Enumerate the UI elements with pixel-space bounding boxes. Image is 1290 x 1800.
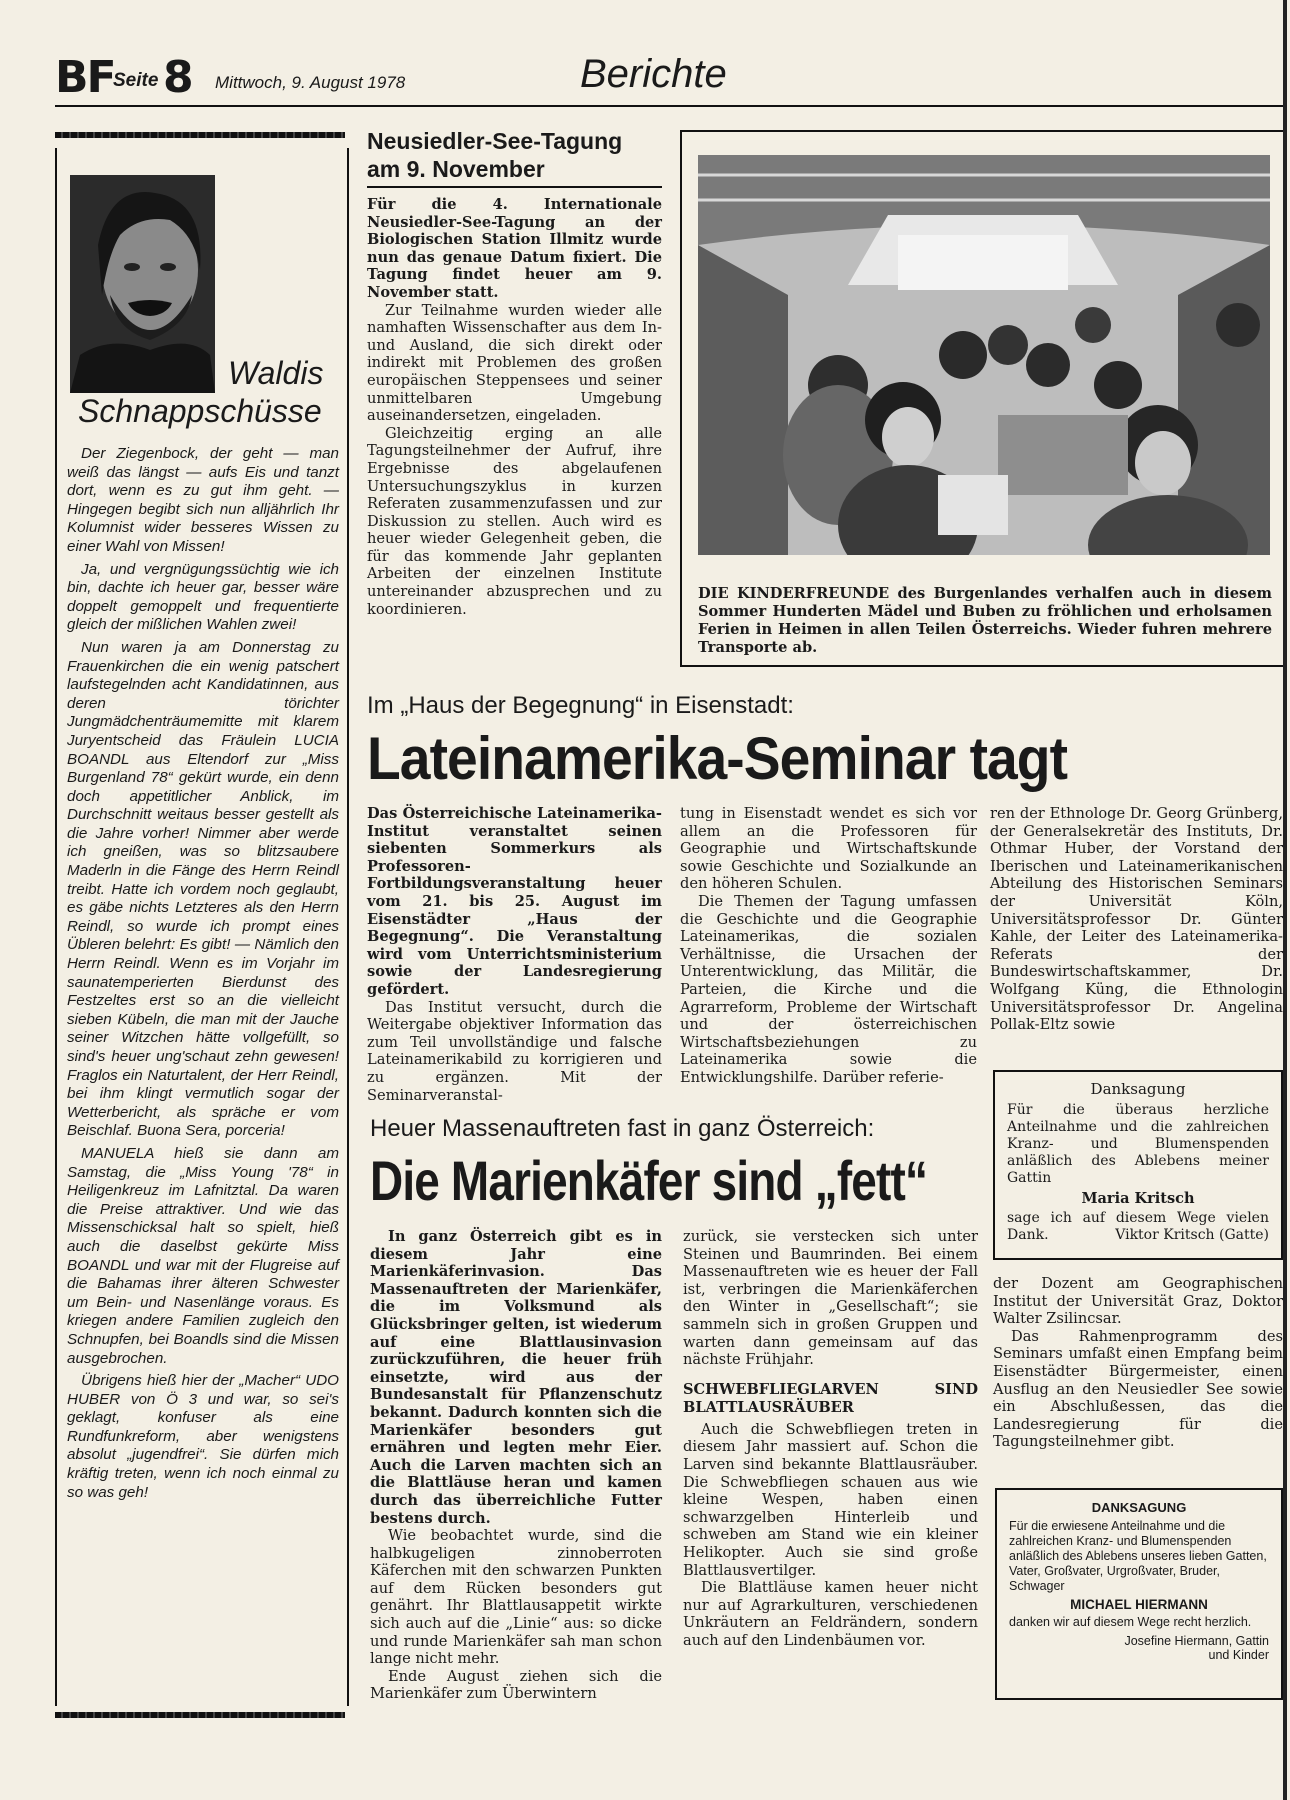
photo-caption: DIE KINDERFREUNDE des Burgenlandes verhalfen auch in diesem Sommer Hunderten Mädel und Buben zu fröhlichen und erholsamen Ferien in Heimen in allen Teilen Österreichs. Wieder fuhren mehrere Transporte ab. — [698, 585, 1272, 656]
seminar-col3 — [990, 805, 1283, 1034]
neusiedl-lead: Für die 4. Internationale Neusiedler-See-Tagung an der Biologischen Station Illmitz wurde nun das genaue Datum fixiert. Die Tagung findet heuer am 9. November statt. — [367, 196, 662, 301]
neusiedl-headline-rule — [367, 186, 662, 188]
column-paragraph: Der Ziegenbock, der geht — man weiß das längst — aufs Eis und tanzt dort, wenn es zu gut ihm geht. — Hingegen begibt sich nun alljährlich Ihr Kolumnist wider besseres Wissen zu einer Wahl von Missen! — [67, 445, 339, 555]
neusiedl-headline-line1: Neusiedler-See-Tagung — [367, 128, 623, 154]
seminar-paragraph: tung in Eisenstadt wendet es sich vor allem an die Professoren für Geographie und Wirtschaftskunde sowie Geschichte und Sozialkunde an den höheren Schulen. — [680, 805, 977, 893]
columnist-portrait — [70, 175, 215, 393]
column-paragraph: Übrigens hieß hier der „Macher“ UDO HUBER von Ö 3 und war, so sei's geklagt, konfuser als eine Rundfunkreform, aber wenigstens absolut „jugendfrei“. Sie dürfen mich kräftig treten, wenn ich noch einmal zu so was geh! — [67, 1372, 339, 1501]
marienkaefer-paragraph: zurück, sie verstecken sich unter Steinen und Baumrinden. Bei einem Massenauftreten wie es heuer der Fall ist, verbringen die Marienkäferchen den Winter in „Gesellschaft“; sie sammeln sich in großen Gruppen und warten dann gemeinsam auf das nächste Frühjahr. — [683, 1228, 978, 1369]
bus-photo-image — [698, 155, 1270, 555]
columnist-portrait-image — [70, 175, 215, 393]
column-paragraph: MANUELA hieß sie dann am Samstag, die „Miss Young '78“ in Heiligenkreuz im Lafnitztal. Da waren die Preise attraktiver. Und wie das Missenschicksal halt so spielt, hieß auch die daselbst gekürte Miss BOANDL und war mit der Flugreise auf die Bahamas ihrer älteren Schwester um Bein- und Nasenlänge voraus. Es kriegen andere Familien zugleich den Schnupfen, bei Boandls sind die Missen ausgebrochen. — [67, 1144, 339, 1367]
danksagung-hiermann-title: DANKSAGUNG — [1091, 1500, 1187, 1515]
danksagung-kritsch-text: Für die überaus herzliche Anteilnahme und die zahlreichen Kranz- und Blumenspenden anläßlich des Ablebens meiner Gattin — [1007, 1102, 1269, 1186]
neusiedl-paragraph: Gleichzeitig erging an alle Tagungsteilnehmer der Aufruf, ihre Ergebnisse des abgelaufenen Untersuchungszyklus in kurzen Referaten zusammenzufassen und zur Diskussion zu stellen. Auch wird es heuer wieder Gelegenheit geben, die für das kommende Jahr geplanten Arbeiten der einzelnen Institute untereinander abzusprechen und zu koordinieren. — [367, 424, 662, 618]
marienkaefer-kicker: Heuer Massenauftreten fast in ganz Österreich: — [370, 1115, 875, 1142]
seminar-lead: Das Österreichische Lateinamerika-Institut veranstaltet seinen siebenten Sommerkurs als Professoren-Fortbildungsveranstaltung heuer vom 21. bis 25. August im Eisenstädter „Haus der Begegnung“. Die Veranstaltung wird vom Unterrichtsministerium sowie der Landesregierung gefördert. — [367, 805, 662, 998]
masthead-page-number: 8 — [163, 52, 194, 103]
seminar-col3-continued — [993, 1275, 1283, 1451]
masthead-section: Berichte — [580, 52, 727, 96]
marienkaefer-col2 — [683, 1228, 978, 1649]
seminar-paragraph: der Dozent am Geographischen Institut der Universität Graz, Doktor Walter Zsilincsar. — [993, 1275, 1283, 1328]
danksagung-hiermann-signature-2: und Kinder — [1208, 1648, 1269, 1662]
marienkaefer-headline: Die Marienkäfer sind „fett“ — [370, 1149, 928, 1212]
neusiedl-paragraph: Zur Teilnahme wurden wieder alle namhaften Wissenschafter aus dem In- und Ausland, die sich direkt oder indirekt mit Problemen des großen europäischen Steppensees und seiner unmittelbaren Umgebung auseinandersetzen, eingeladen. — [367, 301, 662, 425]
seminar-col1 — [367, 805, 662, 1104]
column-text — [67, 445, 339, 1502]
seminar-paragraph: Die Themen der Tagung umfassen die Geschichte und die Geographie Lateinamerikas, die sozialen Verhältnisse, die Ursachen der Unterentwicklung, das Militär, die Parteien, die Kirche und die Agrarreform, Probleme der Wirtschaft und der österreichischen Wirtschaftsbeziehungen zu Lateinamerika sowie die Entwicklungshilfe. Darüber referie- — [680, 892, 977, 1086]
danksagung-kritsch-title: Danksagung — [1090, 1080, 1186, 1098]
masthead-seite-label: Seite — [113, 70, 159, 91]
column-paragraph: Nun waren ja am Donnerstag zu Frauenkirchen die ein wenig patschert laufstegelnden acht Kandidatinnen, aus deren törichter Jungmädchenträumemitte mit klarem Juryentscheid das Fräulein LUCIA BOANDL aus Eltendorf zur „Miss Burgenland 78“ gekürt wurde, ein denn doch appetitlicher Anblick, im Durchschnitt weitaus besser gestellt als die Jahre vorher! Nimmer aber werde ich gneißen, was so blitzsaubere Maderln in die Fänge des Herrn Reindl treibt. Hatte ich vordem noch geglaubt, es gäbe nichts Letzteres als den Herrn Reindl, so wurde ich prompt eines Übleren belehrt: Es gibt! — Nämlich den Herrn Reindl. Wenn es im Vorjahr im saunatemperierten Bierdunst des Festzeltes erst so an die vielleicht sieben Kübeln, die man mit der Jauche seiner Witzchen hätte vollgefüllt, so sind's heuer ung'schaut zehn gewesen! Fraglos ein Naturtalent, der Herr Reindl, bei ihm klingt vermutlich sogar der Wetterbericht, als spräche er vom Beischlaf. Buona Sera, porceria! — [67, 638, 339, 1140]
neusiedl-headline-line2: am 9. November — [367, 156, 545, 182]
danksagung-kritsch-signature: Viktor Kritsch (Gatte) — [1115, 1227, 1269, 1243]
marienkaefer-paragraph: Die Blattläuse kamen heuer nicht nur auf Agrarkulturen, verschiedenen Unkräutern an Feldrändern, sondern auch auf den Lindenbäumen vor. — [683, 1579, 978, 1649]
column-title-line2: Schnappschüsse — [78, 393, 322, 429]
danksagung-kritsch — [993, 1070, 1283, 1260]
seminar-paragraph: ren der Ethnologe Dr. Georg Grünberg, der Generalsekretär des Instituts, Dr. Othmar Huber, der Vorstand der Iberischen und Lateinamerikanischen Abteilung des Historischen Seminars der Universität Köln, Universitätsprofessor Dr. Günter Kahle, der Leiter des Lateinamerika-Referats der Bundeswirtschaftskammer, Dr. Wolfgang Küng, die Ethnologin Universitätsprofessor Dr. Angelina Pollak-Eltz sowie — [990, 805, 1283, 1034]
column-title-line1: Waldis — [228, 355, 324, 391]
marienkaefer-paragraph: Auch die Schwebfliegen treten in diesem Jahr massiert auf. Schon die Larven sind bekannte Blattlausräuber. Die Schwebfliegen schauen aus wie kleine Wespen, haben einen schwarzgelben Hinterleib und schweben am Stand wie ein kleiner Helikopter. Auch sie sind große Blattlausvertilger. — [683, 1420, 978, 1579]
seminar-paragraph: Das Rahmenprogramm des Seminars umfaßt einen Empfang beim Eisenstädter Bürgermeister, einen Ausflug an den Neusiedler See sowie ein Abschlußessen, das die Landesregierung für die Tagungsteilnehmer gibt. — [993, 1327, 1283, 1451]
seminar-col2 — [680, 805, 977, 1087]
danksagung-hiermann-name: MICHAEL HIERMANN — [1070, 1597, 1208, 1612]
seminar-headline: Lateinamerika-Seminar tagt — [367, 725, 1068, 792]
marienkaefer-subhead: SCHWEBFLIEGLARVEN SIND BLATTLAUSRÄUBER — [683, 1380, 978, 1416]
masthead-rule — [55, 105, 1283, 107]
masthead-logo: BF — [55, 52, 115, 103]
danksagung-hiermann-signature-1: Josefine Hiermann, Gattin — [1124, 1634, 1269, 1648]
danksagung-kritsch-name: Maria Kritsch — [1081, 1190, 1195, 1207]
marienkaefer-paragraph: Ende August ziehen sich die Marienkäfer zum Überwintern — [370, 1667, 662, 1703]
danksagung-hiermann-text: Für die erwiesene Anteilnahme und die zahlreichen Kranz- und Blumenspenden anläßlich des Ablebens unseres lieben Gatten, Vater, Großvater, Urgroßvater, Bruder, Schwager — [1009, 1519, 1267, 1593]
marienkaefer-lead: In ganz Österreich gibt es in diesem Jahr eine Marienkäferinvasion. Das Massenauftreten der Marienkäfer, die im Volksmund als Glücksbringer gelten, ist wiederum auf eine Blattlausinvasion zurückzuführen, die heuer früh einsetzte, wird aus der Bundesanstalt für Pflanzenschutz bekannt. Dadurch konnten sich die Marienkäfer besonders gut ernähren und legten mehr Eier. Auch die Larven machten sich an die Blattläuse heran und kamen durch das überreichliche Futter bestens durch. — [370, 1228, 662, 1527]
right-edge-rule — [1283, 0, 1287, 1800]
danksagung-hiermann — [995, 1488, 1283, 1700]
marienkaefer-col1 — [370, 1228, 662, 1703]
danksagung-kritsch-closing: sage ich auf diesem Wege vielen Dank. — [1007, 1210, 1269, 1243]
column-paragraph: Ja, und vergnügungssüchtig wie ich bin, dachte ich heuer gar, besser wäre doppelt gemoppelt und frequentierte gleich der mißlichen Wahlen zwei! — [67, 560, 339, 634]
bus-photo — [698, 155, 1270, 555]
column-bottom-bar — [55, 1712, 345, 1718]
danksagung-hiermann-closing: danken wir auf diesem Wege recht herzlich. — [1009, 1615, 1252, 1629]
column-top-bar — [55, 132, 345, 138]
masthead-date: Mittwoch, 9. August 1978 — [215, 73, 406, 92]
marienkaefer-paragraph: Wie beobachtet wurde, sind die halbkugeligen zinnoberroten Käferchen mit den schwarzen Punkten auf dem Rücken besonders gut genährt. Ihr Blattlausappetit wirkte sich auch auf die „Linie“ aus: so dicke und runde Marienkäfer sah man schon lange nicht mehr. — [370, 1527, 662, 1668]
seminar-kicker: Im „Haus der Begegnung“ in Eisenstadt: — [367, 692, 794, 719]
seminar-paragraph: Das Institut versucht, durch die Weitergabe objektiver Information das zum Teil unvollständige und falsche Lateinamerikabild zu korrigieren und zu ergänzen. Mit der Seminarveranstal- — [367, 998, 662, 1104]
neusiedl-text — [367, 196, 662, 618]
